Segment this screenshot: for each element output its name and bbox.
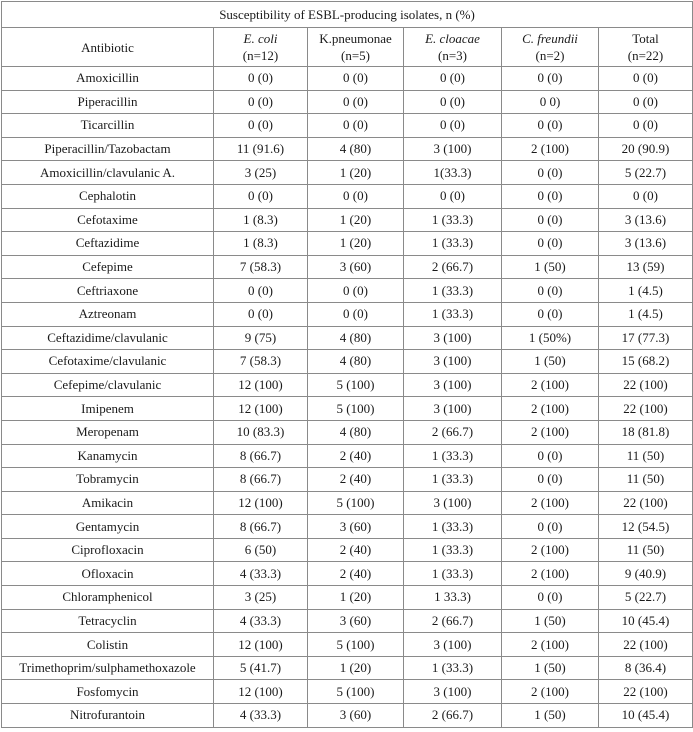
table-cell: 1 (50) — [502, 350, 599, 374]
table-cell: 0 (0) — [502, 302, 599, 326]
table-cell: 10 (83.3) — [214, 420, 308, 444]
antibiotic-name: Kanamycin — [2, 444, 214, 468]
antibiotic-name: Ceftazidime/clavulanic — [2, 326, 214, 350]
table-cell: 3 (100) — [404, 633, 502, 657]
table-cell: 22 (100) — [599, 680, 693, 704]
table-cell: 22 (100) — [599, 633, 693, 657]
table-cell: 4 (80) — [308, 137, 404, 161]
table-cell: 3 (60) — [308, 255, 404, 279]
table-cell: 0 (0) — [502, 161, 599, 185]
table-cell: 3 (13.6) — [599, 208, 693, 232]
table-cell: 3 (100) — [404, 137, 502, 161]
column-n: (n=22) — [627, 48, 664, 63]
table-cell: 0 (0) — [502, 67, 599, 91]
table-cell: 0 (0) — [599, 90, 693, 114]
table-row — [2, 704, 693, 728]
table-cell: 7 (58.3) — [214, 350, 308, 374]
table-cell: 3 (25) — [214, 586, 308, 610]
table-cell: 5 (22.7) — [599, 586, 693, 610]
table-cell: 0 (0) — [308, 184, 404, 208]
table-cell: 12 (100) — [214, 633, 308, 657]
table-cell: 0 (0) — [404, 90, 502, 114]
table-cell: 3 (100) — [404, 350, 502, 374]
antibiotic-name: Cefepime/clavulanic — [2, 373, 214, 397]
table-row — [2, 420, 693, 444]
table-cell: 12 (100) — [214, 373, 308, 397]
table-cell: 0 (0) — [214, 184, 308, 208]
table-cell: 2 (100) — [502, 491, 599, 515]
table-cell: 1 (50) — [502, 609, 599, 633]
table-cell: 12 (100) — [214, 491, 308, 515]
table-cell: 9 (40.9) — [599, 562, 693, 586]
table-cell: 0 (0) — [308, 90, 404, 114]
table-cell: 5 (22.7) — [599, 161, 693, 185]
table-cell: 0 (0) — [214, 114, 308, 138]
column-name: Total — [632, 31, 659, 46]
table-cell: 2 (40) — [308, 562, 404, 586]
antibiotic-name: Chloramphenicol — [2, 586, 214, 610]
table-cell: 17 (77.3) — [599, 326, 693, 350]
table-cell: 1 (50) — [502, 704, 599, 728]
antibiotic-name: Fosfomycin — [2, 680, 214, 704]
table-row — [2, 350, 693, 374]
table-cell: 2 (40) — [308, 468, 404, 492]
table-cell: 1 (33.3) — [404, 302, 502, 326]
table-cell: 1 (20) — [308, 656, 404, 680]
table-cell: 11 (50) — [599, 444, 693, 468]
table-cell: 2 (100) — [502, 137, 599, 161]
table-cell: 0 (0) — [308, 114, 404, 138]
table-cell: 1 (50%) — [502, 326, 599, 350]
table-cell: 8 (66.7) — [214, 444, 308, 468]
table-cell: 0 (0) — [404, 67, 502, 91]
table-cell: 2 (40) — [308, 538, 404, 562]
table-cell: 2 (100) — [502, 538, 599, 562]
table-row — [2, 586, 693, 610]
table-cell: 13 (59) — [599, 255, 693, 279]
table-row — [2, 184, 693, 208]
table-row — [2, 562, 693, 586]
table-cell: 1 (33.3) — [404, 538, 502, 562]
column-header-e-coli — [214, 28, 308, 67]
table-cell: 2 (100) — [502, 373, 599, 397]
antibiotic-name: Ciprofloxacin — [2, 538, 214, 562]
antibiotic-name: Ticarcillin — [2, 114, 214, 138]
table-cell: 5 (100) — [308, 373, 404, 397]
antibiotic-name: Imipenem — [2, 397, 214, 421]
column-header-e-cloacae — [404, 28, 502, 67]
table-row — [2, 279, 693, 303]
table-cell: 3 (60) — [308, 515, 404, 539]
table-row — [2, 232, 693, 256]
table-cell: 0 (0) — [214, 279, 308, 303]
antibiotic-name: Piperacillin/Tazobactam — [2, 137, 214, 161]
column-name: K.pneumonae — [319, 31, 392, 46]
table-cell: 11 (50) — [599, 538, 693, 562]
table-cell: 2 (66.7) — [404, 609, 502, 633]
table-row — [2, 444, 693, 468]
antibiotic-name: Tetracyclin — [2, 609, 214, 633]
table-cell: 0 (0) — [404, 184, 502, 208]
table-cell: 1 (20) — [308, 208, 404, 232]
table-cell: 12 (100) — [214, 680, 308, 704]
antibiotic-name: Gentamycin — [2, 515, 214, 539]
table-cell: 4 (80) — [308, 420, 404, 444]
column-header-antibiotic: Antibiotic — [2, 28, 214, 67]
table-cell: 0 (0) — [308, 67, 404, 91]
table-cell: 11 (91.6) — [214, 137, 308, 161]
table-cell: 0 (0) — [214, 90, 308, 114]
table-row — [2, 633, 693, 657]
table-cell: 0 (0) — [404, 114, 502, 138]
table-cell: 0 (0) — [502, 586, 599, 610]
table-cell: 0 (0) — [502, 444, 599, 468]
table-row — [2, 680, 693, 704]
table-cell: 1 (20) — [308, 232, 404, 256]
table-cell: 1 (4.5) — [599, 279, 693, 303]
table-cell: 5 (100) — [308, 491, 404, 515]
table-row — [2, 468, 693, 492]
table-cell: 6 (50) — [214, 538, 308, 562]
table-row — [2, 656, 693, 680]
table-cell: 5 (41.7) — [214, 656, 308, 680]
table-row — [2, 302, 693, 326]
table-cell: 1 (50) — [502, 656, 599, 680]
table-cell: 2 (100) — [502, 397, 599, 421]
table-cell: 3 (100) — [404, 326, 502, 350]
table-cell: 10 (45.4) — [599, 704, 693, 728]
antibiotic-name: Meropenam — [2, 420, 214, 444]
table-row — [2, 373, 693, 397]
antibiotic-name: Amoxicillin/clavulanic A. — [2, 161, 214, 185]
table-cell: 0 (0) — [214, 67, 308, 91]
table-cell: 3 (25) — [214, 161, 308, 185]
table-cell: 0 (0) — [599, 67, 693, 91]
table-cell: 2 (100) — [502, 633, 599, 657]
susceptibility-table — [1, 1, 693, 728]
table-cell: 3 (100) — [404, 491, 502, 515]
table-cell: 4 (80) — [308, 326, 404, 350]
antibiotic-name: Ceftazidime — [2, 232, 214, 256]
table-cell: 4 (80) — [308, 350, 404, 374]
table-cell: 8 (66.7) — [214, 515, 308, 539]
table-cell: 10 (45.4) — [599, 609, 693, 633]
table-cell: 1 (8.3) — [214, 232, 308, 256]
column-n: (n=12) — [242, 48, 279, 63]
table-cell: 1 (33.3) — [404, 208, 502, 232]
table-cell: 1(33.3) — [404, 161, 502, 185]
table-title-row — [2, 2, 693, 28]
table-row — [2, 208, 693, 232]
antibiotic-name: Tobramycin — [2, 468, 214, 492]
table-cell: 0 (0) — [502, 184, 599, 208]
table-cell: 0 (0) — [599, 114, 693, 138]
table-cell: 0 (0) — [308, 279, 404, 303]
table-row — [2, 114, 693, 138]
table-cell: 5 (100) — [308, 633, 404, 657]
table-cell: 7 (58.3) — [214, 255, 308, 279]
antibiotic-name: Aztreonam — [2, 302, 214, 326]
antibiotic-name: Trimethoprim/sulphamethoxazole — [2, 656, 214, 680]
antibiotic-name: Cefotaxime — [2, 208, 214, 232]
antibiotic-name: Cephalotin — [2, 184, 214, 208]
table-cell: 3 (60) — [308, 704, 404, 728]
antibiotic-name: Amoxicillin — [2, 67, 214, 91]
antibiotic-name: Cefepime — [2, 255, 214, 279]
table-cell: 2 (100) — [502, 420, 599, 444]
table-row — [2, 609, 693, 633]
table-cell: 0 (0) — [214, 302, 308, 326]
antibiotic-name: Amikacin — [2, 491, 214, 515]
column-n: (n=2) — [535, 48, 565, 63]
table-cell: 2 (100) — [502, 680, 599, 704]
antibiotic-name: Piperacillin — [2, 90, 214, 114]
table-header-row — [2, 28, 693, 67]
table-cell: 3 (60) — [308, 609, 404, 633]
table-cell: 0 (0) — [599, 184, 693, 208]
table-row — [2, 397, 693, 421]
table-cell: 5 (100) — [308, 397, 404, 421]
table-cell: 3 (100) — [404, 373, 502, 397]
column-name: E. coli — [243, 31, 278, 46]
table-row — [2, 67, 693, 91]
table-cell: 3 (100) — [404, 397, 502, 421]
table-row — [2, 538, 693, 562]
table-cell: 22 (100) — [599, 373, 693, 397]
table-row — [2, 90, 693, 114]
table-cell: 1 (33.3) — [404, 279, 502, 303]
column-name: C. freundii — [522, 31, 578, 46]
table-cell: 0 (0) — [502, 232, 599, 256]
table-cell: 0 (0) — [502, 515, 599, 539]
column-header-total — [599, 28, 693, 67]
table-cell: 15 (68.2) — [599, 350, 693, 374]
table-cell: 22 (100) — [599, 491, 693, 515]
column-name: E. cloacae — [425, 31, 480, 46]
table-cell: 0 (0) — [502, 114, 599, 138]
table-cell: 1 (20) — [308, 161, 404, 185]
table-cell: 0 (0) — [502, 279, 599, 303]
table-cell: 1 (33.3) — [404, 656, 502, 680]
column-n: (n=5) — [341, 48, 370, 63]
table-cell: 2 (40) — [308, 444, 404, 468]
table-cell: 8 (66.7) — [214, 468, 308, 492]
table-cell: 1 (4.5) — [599, 302, 693, 326]
column-n: (n=3) — [438, 48, 467, 63]
table-cell: 2 (66.7) — [404, 704, 502, 728]
table-cell: 1 (20) — [308, 586, 404, 610]
table-cell: 3 (13.6) — [599, 232, 693, 256]
table-cell: 1 (33.3) — [404, 232, 502, 256]
table-cell: 3 (100) — [404, 680, 502, 704]
table-row — [2, 255, 693, 279]
table-title: Susceptibility of ESBL-producing isolates, n (%) — [2, 2, 693, 28]
table-row — [2, 515, 693, 539]
antibiotic-name: Nitrofurantoin — [2, 704, 214, 728]
table-cell: 2 (100) — [502, 562, 599, 586]
table-cell: 0 (0) — [308, 302, 404, 326]
table-cell: 1 (33.3) — [404, 468, 502, 492]
table-cell: 4 (33.3) — [214, 609, 308, 633]
table-cell: 5 (100) — [308, 680, 404, 704]
table-cell: 18 (81.8) — [599, 420, 693, 444]
table-cell: 22 (100) — [599, 397, 693, 421]
table-cell: 1 (33.3) — [404, 444, 502, 468]
table-cell: 8 (36.4) — [599, 656, 693, 680]
table-cell: 1 33.3) — [404, 586, 502, 610]
table-cell: 1 (33.3) — [404, 562, 502, 586]
table-cell: 11 (50) — [599, 468, 693, 492]
table-cell: 20 (90.9) — [599, 137, 693, 161]
table-cell: 2 (66.7) — [404, 420, 502, 444]
antibiotic-name: Cefotaxime/clavulanic — [2, 350, 214, 374]
table-cell: 0 (0) — [502, 208, 599, 232]
table-row — [2, 326, 693, 350]
table-cell: 12 (100) — [214, 397, 308, 421]
column-header-k-pneumonae — [308, 28, 404, 67]
table-cell: 1 (33.3) — [404, 515, 502, 539]
table-cell: 12 (54.5) — [599, 515, 693, 539]
table-row — [2, 137, 693, 161]
table-cell: 4 (33.3) — [214, 562, 308, 586]
table-cell: 9 (75) — [214, 326, 308, 350]
table-cell: 0 0) — [502, 90, 599, 114]
table-cell: 2 (66.7) — [404, 255, 502, 279]
column-header-c-freundii — [502, 28, 599, 67]
table-row — [2, 161, 693, 185]
table-row — [2, 491, 693, 515]
table-cell: 1 (50) — [502, 255, 599, 279]
antibiotic-name: Ofloxacin — [2, 562, 214, 586]
antibiotic-name: Colistin — [2, 633, 214, 657]
table-cell: 4 (33.3) — [214, 704, 308, 728]
table-cell: 1 (8.3) — [214, 208, 308, 232]
table-cell: 0 (0) — [502, 468, 599, 492]
antibiotic-name: Ceftriaxone — [2, 279, 214, 303]
